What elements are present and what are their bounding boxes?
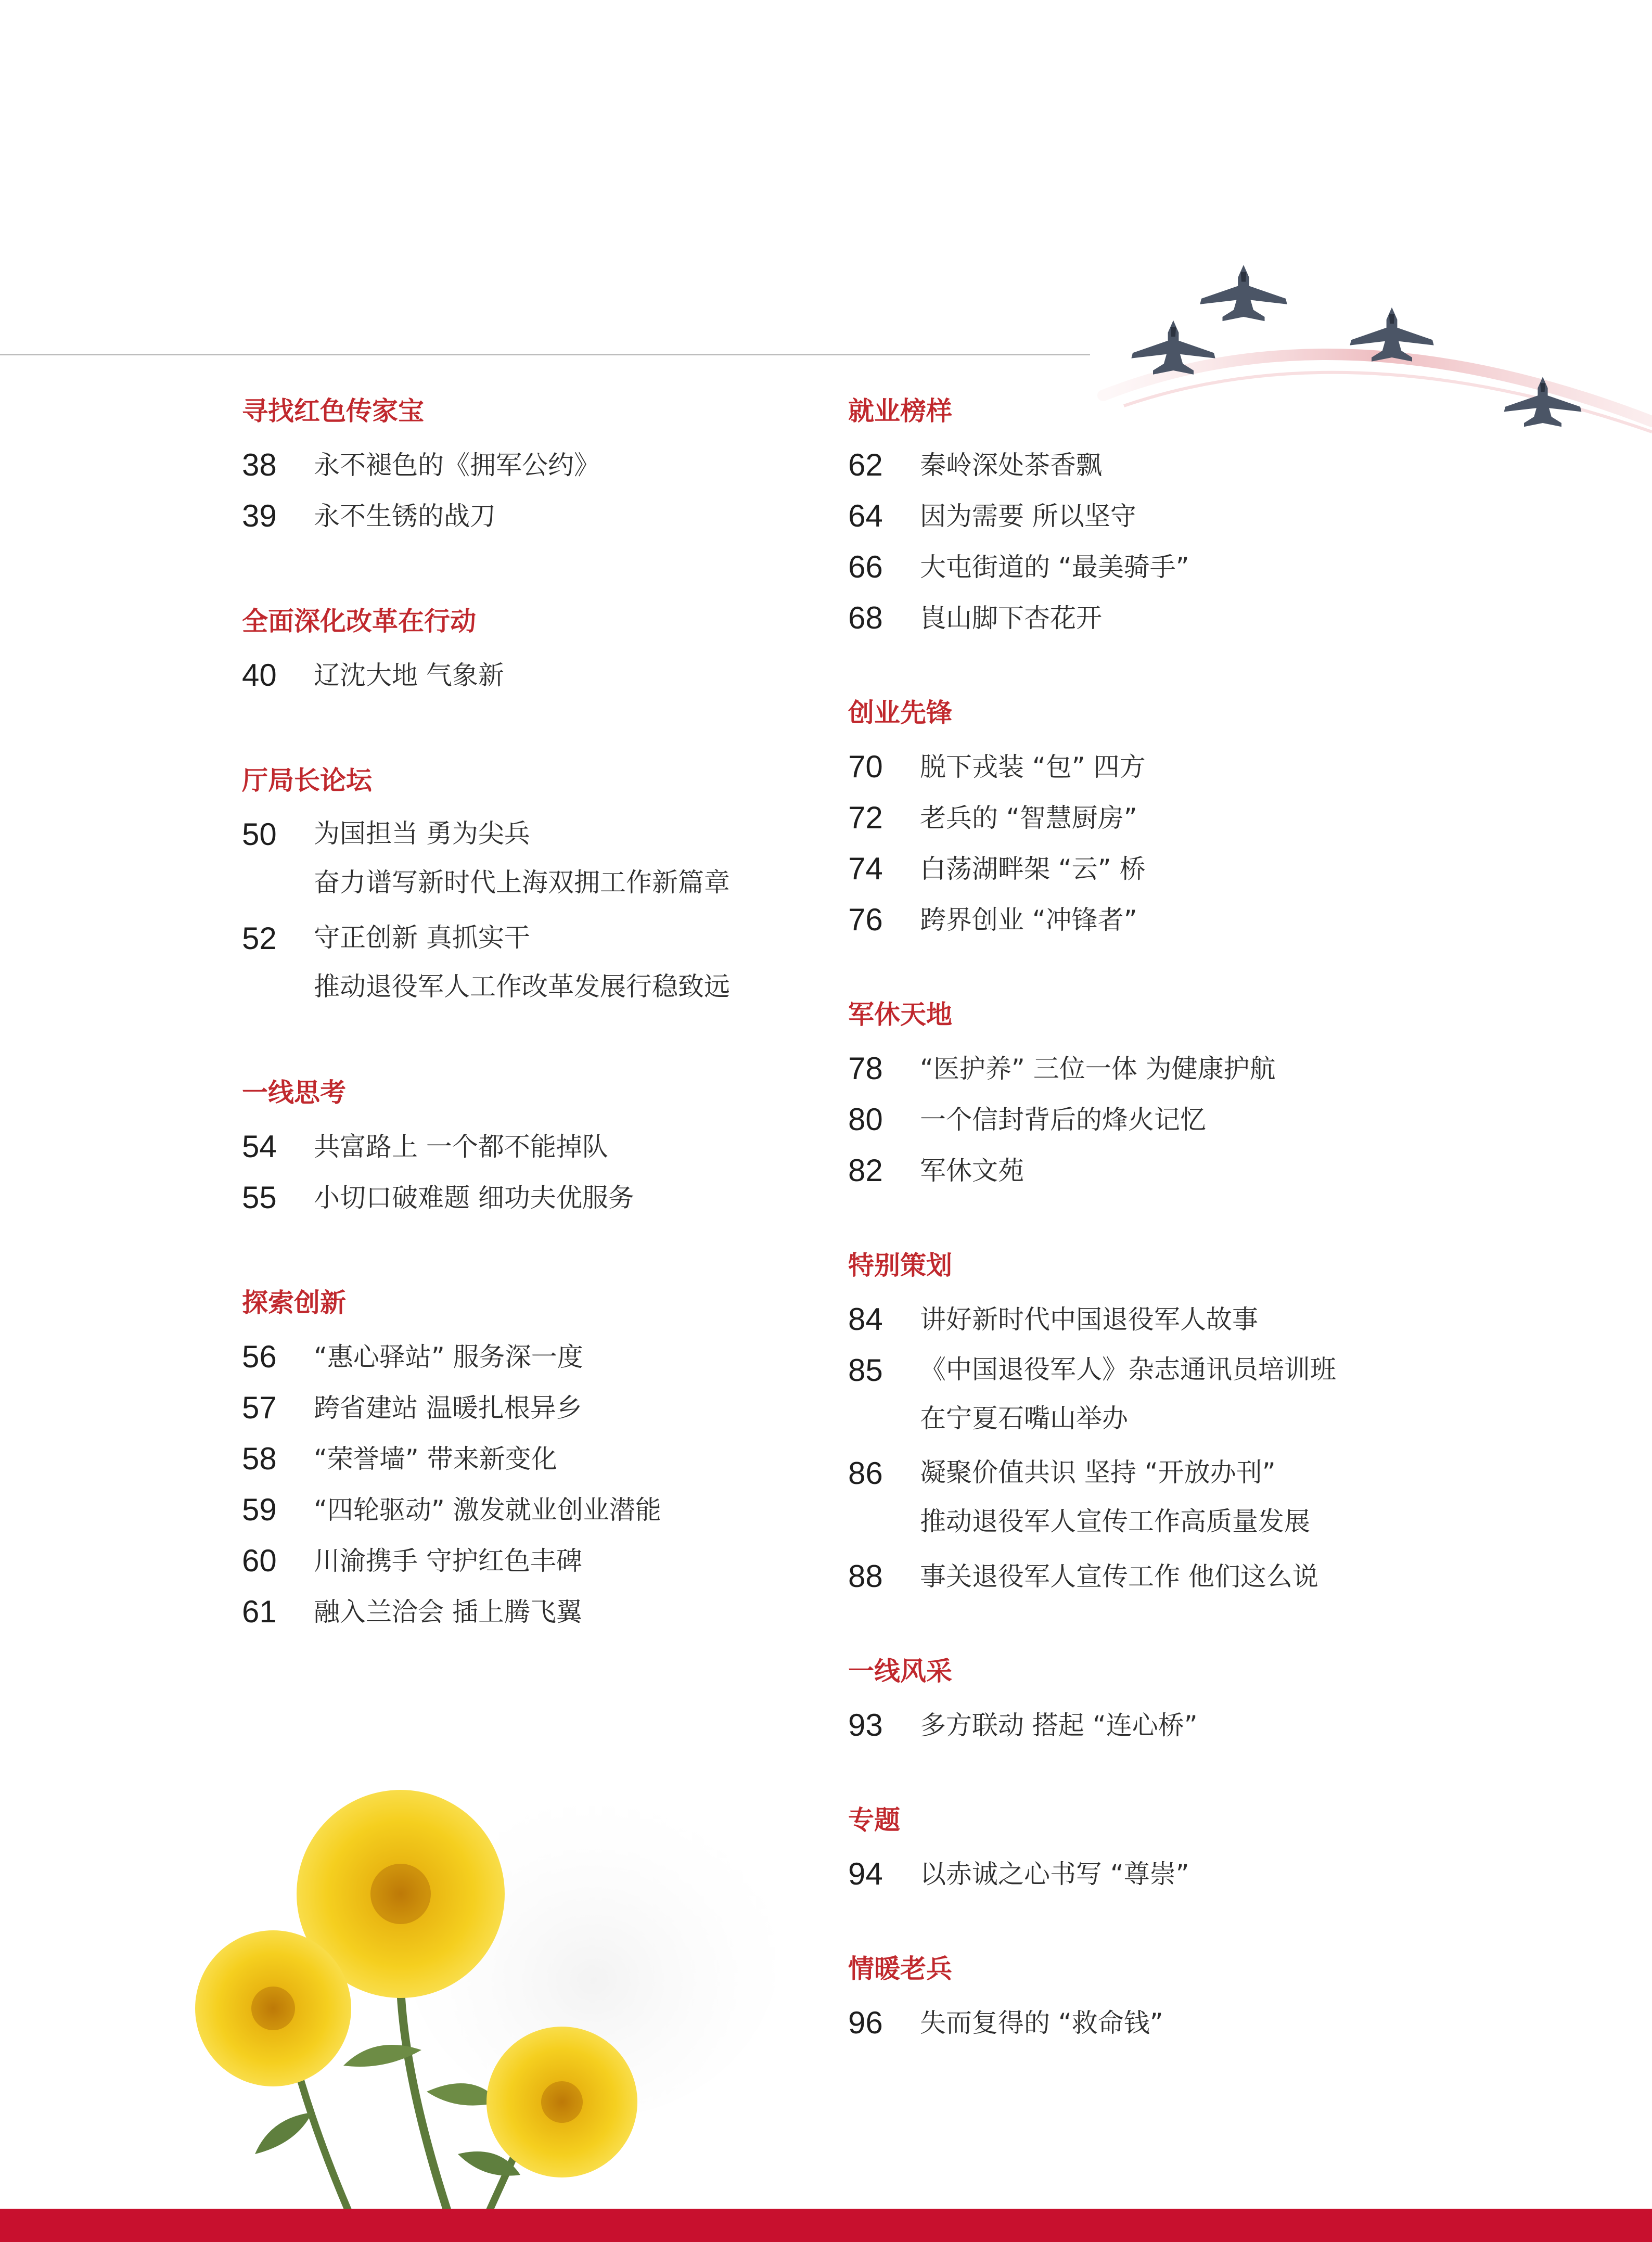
- toc-entry[interactable]: [848, 440, 1525, 491]
- toc-entry[interactable]: [242, 650, 814, 701]
- section-title: 一线思考: [242, 1078, 346, 1108]
- page-number: 57: [242, 1390, 277, 1425]
- section-title: 军休天地: [848, 1000, 952, 1030]
- page-number: 55: [242, 1180, 277, 1215]
- toc-section: [848, 1802, 1525, 1900]
- page-number: 96: [848, 2005, 883, 2040]
- page-number: 52: [242, 921, 277, 956]
- toc-section: [848, 695, 1525, 945]
- toc-section: [848, 996, 1525, 1196]
- toc-entry[interactable]: [848, 1094, 1525, 1145]
- article-subtitle: 推动退役军人工作改革发展行稳致远: [314, 971, 730, 1002]
- section-title: 寻找红色传家宝: [242, 396, 424, 426]
- toc-section: [848, 393, 1525, 644]
- toc-entry[interactable]: [242, 913, 814, 1011]
- article-subtitle: 在宁夏石嘴山举办: [920, 1403, 1128, 1433]
- page-number: 50: [242, 817, 277, 852]
- toc-section: [242, 1285, 814, 1637]
- section-title: 特别策划: [848, 1250, 952, 1280]
- toc-entry[interactable]: [848, 843, 1525, 894]
- article-title: 讲好新时代中国退役军人故事: [920, 1304, 1258, 1335]
- section-title: 厅局长论坛: [242, 765, 372, 796]
- article-title: 脱下戎装 “包” 四方: [920, 752, 1146, 782]
- toc-section: [848, 1951, 1525, 2048]
- page-number: 40: [242, 658, 277, 693]
- page-number: 76: [848, 902, 883, 937]
- article-title: 小切口破难题 细功夫优服务: [314, 1183, 634, 1213]
- top-divider-rule: [0, 354, 1090, 355]
- page-number: 56: [242, 1339, 277, 1374]
- footer-bar: [0, 2209, 1652, 2242]
- page-number: 59: [242, 1492, 277, 1527]
- section-title: 情暖老兵: [848, 1954, 952, 1984]
- page-number: 74: [848, 851, 883, 886]
- chrysanthemum-illustration: [177, 1779, 775, 2211]
- article-title: 以赤诚之心书写 “尊崇”: [920, 1859, 1189, 1889]
- article-title: 凝聚价值共识 坚持 “开放办刊”: [920, 1457, 1276, 1488]
- page-number: 88: [848, 1559, 883, 1594]
- toc-entry[interactable]: [848, 1145, 1525, 1196]
- toc-entry[interactable]: [848, 1551, 1525, 1602]
- toc-entry[interactable]: [242, 809, 814, 907]
- page-number: 64: [848, 498, 883, 533]
- toc-section: [242, 393, 814, 542]
- page-number: 82: [848, 1153, 883, 1188]
- page-number: 93: [848, 1708, 883, 1743]
- article-title: 守正创新 真抓实干: [314, 923, 530, 953]
- toc-section: [848, 1653, 1525, 1751]
- page-number: 62: [848, 447, 883, 482]
- page-number: 68: [848, 600, 883, 635]
- toc-section: [848, 1247, 1525, 1602]
- article-title: 为国担当 勇为尖兵: [314, 818, 530, 849]
- article-title: 大屯街道的 “最美骑手”: [920, 552, 1189, 582]
- jet-icon: [1200, 265, 1287, 321]
- article-title: 永不褪色的《拥军公约》: [314, 450, 600, 480]
- toc-section: [242, 1074, 814, 1223]
- toc-section: [242, 603, 814, 701]
- article-title: 辽沈大地 气象新: [314, 660, 504, 690]
- toc-entry[interactable]: [848, 593, 1525, 644]
- toc-section: [242, 762, 814, 1011]
- article-subtitle: 奋力谱写新时代上海双拥工作新篇章: [314, 867, 730, 898]
- article-title: “荣誉墙” 带来新变化: [314, 1444, 557, 1474]
- toc-entry[interactable]: [242, 1172, 814, 1223]
- article-title: 秦岭深处茶香飘: [920, 450, 1102, 480]
- section-title: 探索创新: [242, 1288, 346, 1318]
- page-number: 94: [848, 1856, 883, 1891]
- toc-entry[interactable]: [242, 1382, 814, 1433]
- toc-entry[interactable]: [848, 1345, 1525, 1443]
- article-title: 事关退役军人宣传工作 他们这么说: [920, 1561, 1318, 1592]
- page-number: 84: [848, 1302, 883, 1337]
- toc-entry[interactable]: [848, 1849, 1525, 1900]
- toc-entry[interactable]: [848, 792, 1525, 843]
- page-number: 38: [242, 447, 277, 482]
- toc-entry[interactable]: [242, 1331, 814, 1382]
- toc-entry[interactable]: [848, 1448, 1525, 1546]
- toc-entry[interactable]: [242, 1535, 814, 1586]
- toc-entry[interactable]: [848, 491, 1525, 542]
- article-title: “惠心驿站” 服务深一度: [314, 1342, 583, 1372]
- page-number: 86: [848, 1456, 883, 1491]
- toc-entry[interactable]: [242, 491, 814, 542]
- toc-right-column: [848, 393, 1525, 2048]
- page-number: 85: [848, 1353, 883, 1388]
- article-title: 共富路上 一个都不能掉队: [314, 1132, 608, 1162]
- article-title: 跨界创业 “冲锋者”: [920, 905, 1137, 935]
- article-title: “四轮驱动” 激发就业创业潜能: [314, 1495, 661, 1525]
- toc-entry[interactable]: [242, 440, 814, 491]
- page-number: 66: [848, 549, 883, 584]
- article-title: 因为需要 所以坚守: [920, 501, 1136, 531]
- toc-entry[interactable]: [848, 542, 1525, 593]
- toc-entry[interactable]: [242, 1121, 814, 1172]
- article-title: 崀山脚下杏花开: [920, 603, 1102, 633]
- article-title: 老兵的 “智慧厨房”: [920, 803, 1137, 833]
- article-title: 川渝携手 守护红色丰碑: [314, 1546, 582, 1576]
- toc-entry[interactable]: [242, 1433, 814, 1484]
- article-title: 多方联动 搭起 “连心桥”: [920, 1710, 1198, 1740]
- toc-entry[interactable]: [242, 1586, 814, 1637]
- article-title: “医护养” 三位一体 为健康护航: [920, 1054, 1276, 1084]
- article-title: 《中国退役军人》杂志通讯员培训班: [920, 1354, 1336, 1385]
- page-number: 80: [848, 1102, 883, 1137]
- page-number: 61: [242, 1594, 277, 1629]
- page-number: 58: [242, 1441, 277, 1476]
- section-title: 一线风采: [848, 1656, 952, 1686]
- page-number: 39: [242, 498, 277, 533]
- page-number: 60: [242, 1543, 277, 1578]
- page-number: 78: [848, 1051, 883, 1086]
- article-title: 一个信封背后的烽火记忆: [920, 1105, 1206, 1135]
- article-title: 永不生锈的战刀: [314, 501, 496, 531]
- article-subtitle: 推动退役军人宣传工作高质量发展: [920, 1506, 1310, 1536]
- page-number: 70: [848, 749, 883, 784]
- toc-left-column: [242, 393, 814, 1637]
- article-title: 跨省建站 温暖扎根异乡: [314, 1393, 582, 1423]
- article-title: 失而复得的 “救命钱”: [920, 2008, 1163, 2038]
- section-title: 创业先锋: [848, 698, 952, 728]
- section-title: 全面深化改革在行动: [242, 606, 476, 636]
- toc-entry[interactable]: [848, 1043, 1525, 1094]
- section-title: 专题: [848, 1805, 900, 1835]
- article-title: 白荡湖畔架 “云” 桥: [920, 854, 1146, 884]
- toc-entry[interactable]: [848, 1700, 1525, 1751]
- toc-entry[interactable]: [848, 894, 1525, 945]
- toc-entry[interactable]: [242, 1484, 814, 1535]
- toc-entry[interactable]: [848, 741, 1525, 792]
- page-number: 54: [242, 1129, 277, 1164]
- article-title: 融入兰洽会 插上腾飞翼: [314, 1597, 582, 1627]
- section-title: 就业榜样: [848, 396, 952, 426]
- toc-entry[interactable]: [848, 1997, 1525, 2048]
- page-number: 72: [848, 800, 883, 835]
- article-title: 军休文苑: [920, 1156, 1024, 1186]
- toc-entry[interactable]: [848, 1294, 1525, 1345]
